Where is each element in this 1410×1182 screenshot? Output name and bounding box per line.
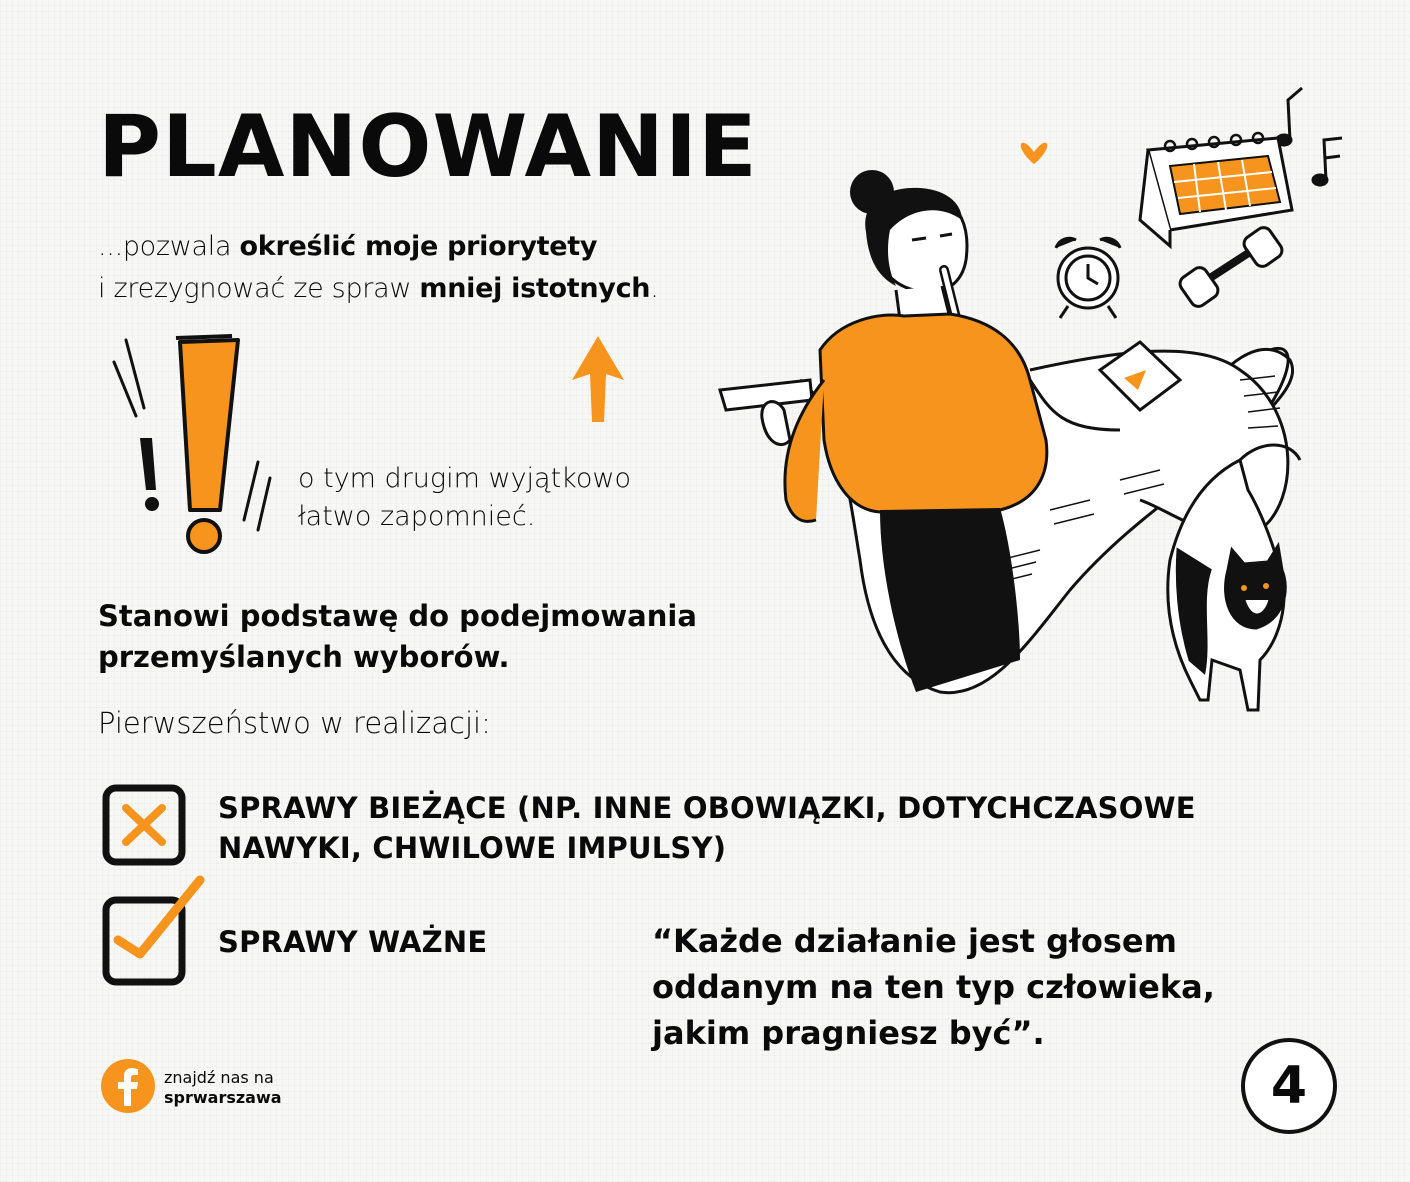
facebook-icon[interactable]: [100, 1058, 156, 1114]
music-note-icon: [1277, 88, 1342, 185]
planning-illustration: [700, 80, 1400, 730]
priority-label: Pierwszeństwo w realizacji:: [98, 706, 491, 740]
intro-line-1: ...pozwala określić moje priorytety: [98, 231, 598, 262]
intro-line-2: i zrezygnować ze spraw mniej istotnych.: [98, 273, 659, 304]
arrow-up-icon: [568, 334, 628, 426]
intro-text: [98, 226, 659, 310]
intro-highlight-1: określić moje priorytety: [239, 231, 598, 262]
page-number-badge: 4: [1241, 1038, 1337, 1134]
item-current-matters: SPRAWY BIEŻĄCE (NP. INNE OBOWIĄZKI, DOTYCHCZASOWE NAWYKI, CHWILOWE IMPULSY): [218, 791, 1196, 865]
alarm-clock-icon: [1056, 238, 1120, 318]
x-box-icon: [100, 782, 188, 868]
dumbbell-icon: [1177, 224, 1285, 309]
heart-icon: [1021, 143, 1048, 164]
quote-text: “Każde działanie jest głosem oddanym na ten typ człowieka, jakim pragniesz być”.: [652, 922, 1215, 1052]
page-title: PLANOWANIE: [98, 97, 758, 197]
check-box-icon: [100, 872, 210, 988]
note-text: o tym drugim wyjątkowo łatwo zapomnieć.: [298, 463, 631, 532]
item-important-matters: SPRAWY WAŻNE: [218, 925, 488, 959]
facebook-handle: sprwarszawa: [164, 1088, 282, 1107]
basis-text: Stanowi podstawę do podejmowania przemyślanych wyborów.: [98, 599, 697, 674]
exclamation-icon: [108, 330, 278, 560]
facebook-text[interactable]: znajdź nas na sprwarszawa: [164, 1068, 282, 1107]
intro-highlight-2: mniej istotnych: [419, 273, 651, 304]
